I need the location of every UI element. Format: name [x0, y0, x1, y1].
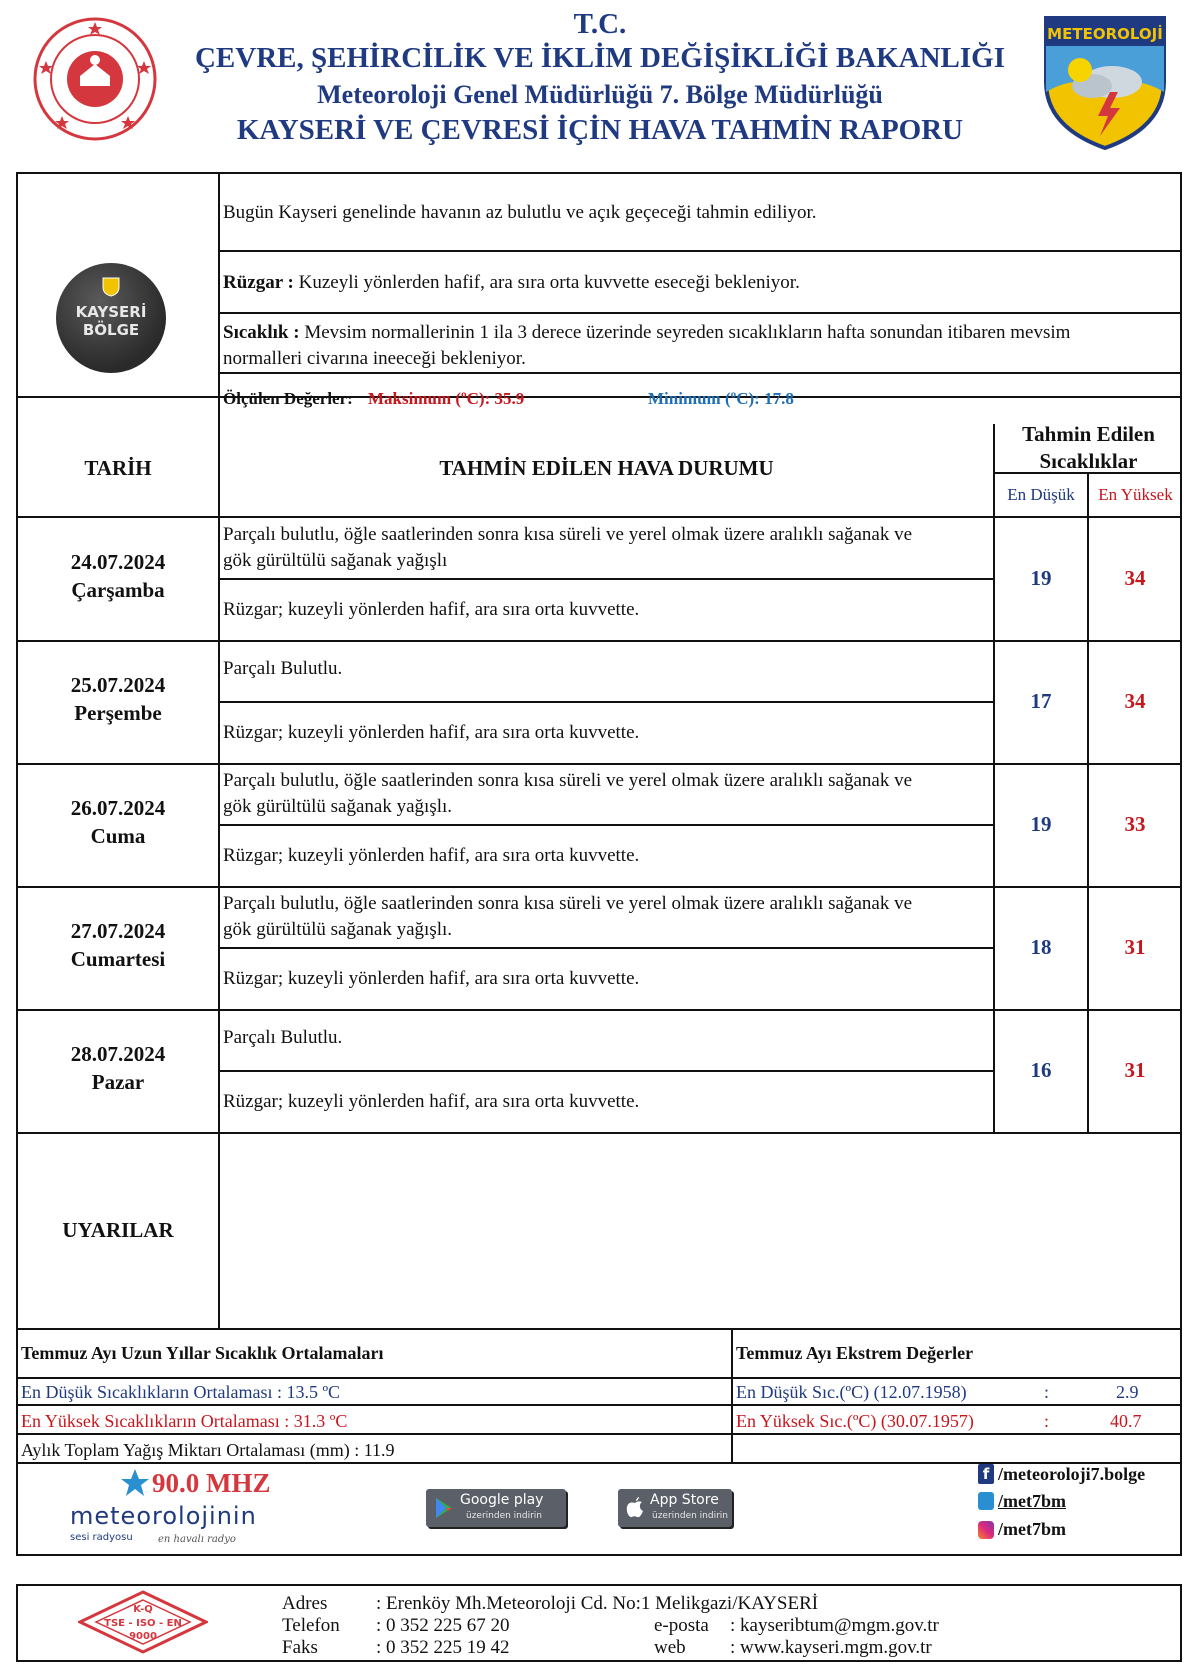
divider-summary-3 [220, 372, 1182, 374]
divider-col-forecast [993, 424, 995, 1132]
divider-day4-end [16, 1009, 1182, 1011]
col-header-high: En Yüksek [1098, 485, 1173, 504]
google-play-sub: üzerinden indirin [466, 1511, 543, 1521]
address-label: Adres [282, 1593, 328, 1614]
divider-summary-2 [220, 312, 1182, 314]
summary-temp-text-1: Mevsim normallerinin 1 ila 3 derece üzerinde seyreden sıcaklıkların hafta sonundan itibaren mevsim [304, 322, 1071, 343]
apple-icon [626, 1497, 644, 1519]
radio-subtitle: sesi radyosu [70, 1532, 133, 1543]
day-3-name: Cuma [90, 824, 146, 848]
header-ministry: ÇEVRE, ŞEHİRCİLİK VE İKLİM DEĞİŞİKLİĞİ BAKANLIĞI [194, 42, 1006, 74]
phone-label: Telefon [282, 1615, 340, 1636]
footer-extreme-low-value: 2.9 [1116, 1382, 1139, 1402]
fax-value: : 0 352 225 19 42 [376, 1637, 510, 1658]
summary-wind [223, 270, 800, 296]
footer-extreme-high-value: 40.7 [1110, 1411, 1142, 1431]
day-5-low: 16 [1030, 1058, 1052, 1082]
day-1-wind: Rüzgar; kuzeyli yönlerden hafif, ara sıra orta kuvvette. [223, 599, 640, 620]
app-store-button[interactable] [618, 1489, 732, 1527]
day-5-name: Pazar [91, 1070, 145, 1094]
day-3-date: 26.07.2024 [70, 796, 166, 820]
footer-avg-high: En Yüksek Sıcaklıkların Ortalaması : 31.3 ºC [21, 1411, 348, 1431]
day-1-high: 34 [1124, 566, 1146, 590]
measured-min: Minimum (ºC): 17.8 [648, 389, 794, 408]
fax-label: Faks [282, 1637, 318, 1658]
day-4-forecast-2: gök gürültülü sağanak yağışlı. [223, 919, 453, 940]
footer-extreme-high-sep: : [1044, 1411, 1050, 1431]
instagram-link[interactable]: /met7bm [998, 1519, 1066, 1539]
instagram-icon [978, 1521, 994, 1539]
email-value[interactable]: : kayseribtum@mgm.gov.tr [730, 1615, 939, 1636]
day-5-forecast-1: Parçalı Bulutlu. [223, 1027, 343, 1048]
google-play-button[interactable] [426, 1489, 566, 1527]
footer-right-title: Temmuz Ayı Ekstrem Değerler [736, 1343, 974, 1363]
footer-extreme-low-label: En Düşük Sıc.(ºC) (12.07.1958) [736, 1382, 967, 1402]
day-2-low: 17 [1030, 689, 1052, 713]
facebook-icon: f [978, 1464, 994, 1484]
divider-day2-end [16, 763, 1182, 765]
star-icon [120, 1468, 150, 1498]
divider-summary-1 [220, 250, 1182, 252]
day-5-date: 28.07.2024 [70, 1042, 166, 1066]
radio-name: meteorolojinin [70, 1502, 257, 1530]
day-2-name: Perşembe [74, 701, 162, 725]
badge-line-2: BÖLGE [82, 321, 140, 339]
divider-day1-mid [220, 578, 995, 580]
day-2-high: 34 [1124, 689, 1146, 713]
email-label: e-posta [654, 1615, 709, 1636]
summary-wind-text: Kuzeyli yönlerden hafif, ara sıra orta kuvvette eseceği bekleniyor. [298, 272, 800, 293]
badge-shield-icon [102, 277, 120, 297]
header-directorate: Meteoroloji Genel Müdürlüğü 7. Bölge Müdürlüğü [317, 80, 883, 109]
twitter-link[interactable]: /met7bm [998, 1491, 1066, 1511]
phone-value: : 0 352 225 67 20 [376, 1615, 510, 1636]
radio-promo [66, 1466, 296, 1552]
divider-header-end [16, 516, 1182, 518]
footer-avg-low: En Düşük Sıcaklıkların Ortalaması : 13.5 ºC [21, 1382, 341, 1402]
day-5-wind: Rüzgar; kuzeyli yönlerden hafif, ara sıra orta kuvvette. [223, 1091, 640, 1112]
day-2-wind: Rüzgar; kuzeyli yönlerden hafif, ara sıra orta kuvvette. [223, 722, 640, 743]
app-store-sub: üzerinden indirin [652, 1511, 729, 1521]
col-header-low: En Düşük [1007, 485, 1075, 504]
footer-avg-rain: Aylık Toplam Yağış Miktarı Ortalaması (mm) : 11.9 [21, 1440, 395, 1460]
divider-day5-mid [220, 1070, 995, 1072]
web-value[interactable]: : www.kayseri.mgm.gov.tr [730, 1637, 932, 1658]
kayseri-region-badge [56, 263, 166, 373]
day-1-date: 24.07.2024 [70, 550, 166, 574]
divider-summary-end [16, 396, 1182, 398]
footer-extreme-high-label: En Yüksek Sıc.(ºC) (30.07.1957) [736, 1411, 974, 1431]
summary-general: Bugün Kayseri genelinde havanın az bulutlu ve açık geçeceği tahmin ediliyor. [223, 202, 817, 223]
day-3-high: 33 [1124, 812, 1146, 836]
radio-frequency: 90.0 MHZ [152, 1468, 271, 1498]
shield-label: METEOROLOJİ [1047, 25, 1163, 43]
summary-temp [223, 320, 1070, 346]
summary-temp-text-2: normalleri civarına ineeceği bekleniyor. [223, 348, 526, 369]
warnings-label: UYARILAR [62, 1218, 174, 1242]
summary-wind-label: Rüzgar : [223, 272, 294, 293]
divider-footer-mid [731, 1328, 733, 1462]
day-2-forecast-1: Parçalı Bulutlu. [223, 658, 343, 679]
col-header-temps-2: Sıcaklıklar [1039, 449, 1138, 473]
divider-day4-mid [220, 947, 995, 949]
google-play-label: Google play [460, 1492, 544, 1508]
facebook-link[interactable]: /meteoroloji7.bolge [998, 1464, 1146, 1484]
day-3-forecast-1: Parçalı bulutlu, öğle saatlerinden sonra kısa süreli ve yerel olmak üzere aralıklı sağanak ve [223, 770, 913, 791]
day-4-forecast-1: Parçalı bulutlu, öğle saatlerinden sonra kısa süreli ve yerel olmak üzere aralıklı sağanak ve [223, 893, 913, 914]
day-1-name: Çarşamba [71, 578, 165, 602]
summary-temp-label: Sıcaklık : [223, 322, 300, 343]
day-3-low: 19 [1030, 812, 1052, 836]
col-header-temps-1: Tahmin Edilen [1022, 422, 1155, 446]
divider-day5-end [16, 1132, 1182, 1134]
footer-left-title: Temmuz Ayı Uzun Yıllar Sıcaklık Ortalamaları [21, 1343, 384, 1363]
google-play-icon [434, 1497, 454, 1519]
address-value: : Erenköy Mh.Meteoroloji Cd. No:1 Melikgazi/KAYSERİ [376, 1593, 819, 1614]
day-4-date: 27.07.2024 [70, 919, 166, 943]
cert-line-1: K-Q [133, 1604, 153, 1615]
radio-tagline: en havalı radyo [158, 1534, 236, 1545]
divider-col-date [218, 172, 220, 1328]
day-4-name: Cumartesi [70, 947, 166, 971]
header-line-tc: T.C. [573, 8, 627, 40]
measured-values-label: Ölçülen Değerler: [223, 389, 353, 408]
cert-line-2: TSE - ISO - EN [104, 1618, 182, 1629]
day-3-forecast-2: gök gürültülü sağanak yağışlı. [223, 796, 453, 817]
day-1-low: 19 [1030, 566, 1052, 590]
twitter-icon [978, 1492, 994, 1510]
divider-warnings-end [16, 1328, 1182, 1330]
day-2-date: 25.07.2024 [70, 673, 166, 697]
ministry-seal-icon [32, 16, 158, 142]
meteoroloji-shield-icon [1040, 12, 1170, 152]
cert-line-3: 9000 [129, 1631, 157, 1642]
badge-line-1: KAYSERİ [75, 303, 147, 321]
col-header-forecast: TAHMİN EDİLEN HAVA DURUMU [439, 456, 774, 480]
day-4-wind: Rüzgar; kuzeyli yönlerden hafif, ara sıra orta kuvvette. [223, 968, 640, 989]
day-3-wind: Rüzgar; kuzeyli yönlerden hafif, ara sıra orta kuvvette. [223, 845, 640, 866]
footer-extreme-low-sep: : [1044, 1382, 1050, 1402]
day-4-low: 18 [1030, 935, 1052, 959]
day-4-high: 31 [1124, 935, 1146, 959]
divider-day1-end [16, 640, 1182, 642]
measured-max: Maksimum (ºC): 35.9 [368, 389, 525, 408]
divider-day2-mid [220, 701, 995, 703]
app-store-label: App Store [650, 1492, 719, 1508]
report-header [0, 0, 1200, 168]
tse-iso-certificate-icon [78, 1590, 208, 1654]
day-1-forecast-1: Parçalı bulutlu, öğle saatlerinden sonra kısa süreli ve yerel olmak üzere aralıklı sağanak ve [223, 524, 913, 545]
day-1-forecast-2: gök gürültülü sağanak yağışlı [223, 550, 448, 571]
divider-day3-mid [220, 824, 995, 826]
web-label: web [654, 1637, 686, 1658]
divider-day3-end [16, 886, 1182, 888]
col-header-date: TARİH [84, 456, 152, 480]
day-5-high: 31 [1124, 1058, 1146, 1082]
header-report-title: KAYSERİ VE ÇEVRESİ İÇİN HAVA TAHMİN RAPORU [236, 114, 964, 146]
